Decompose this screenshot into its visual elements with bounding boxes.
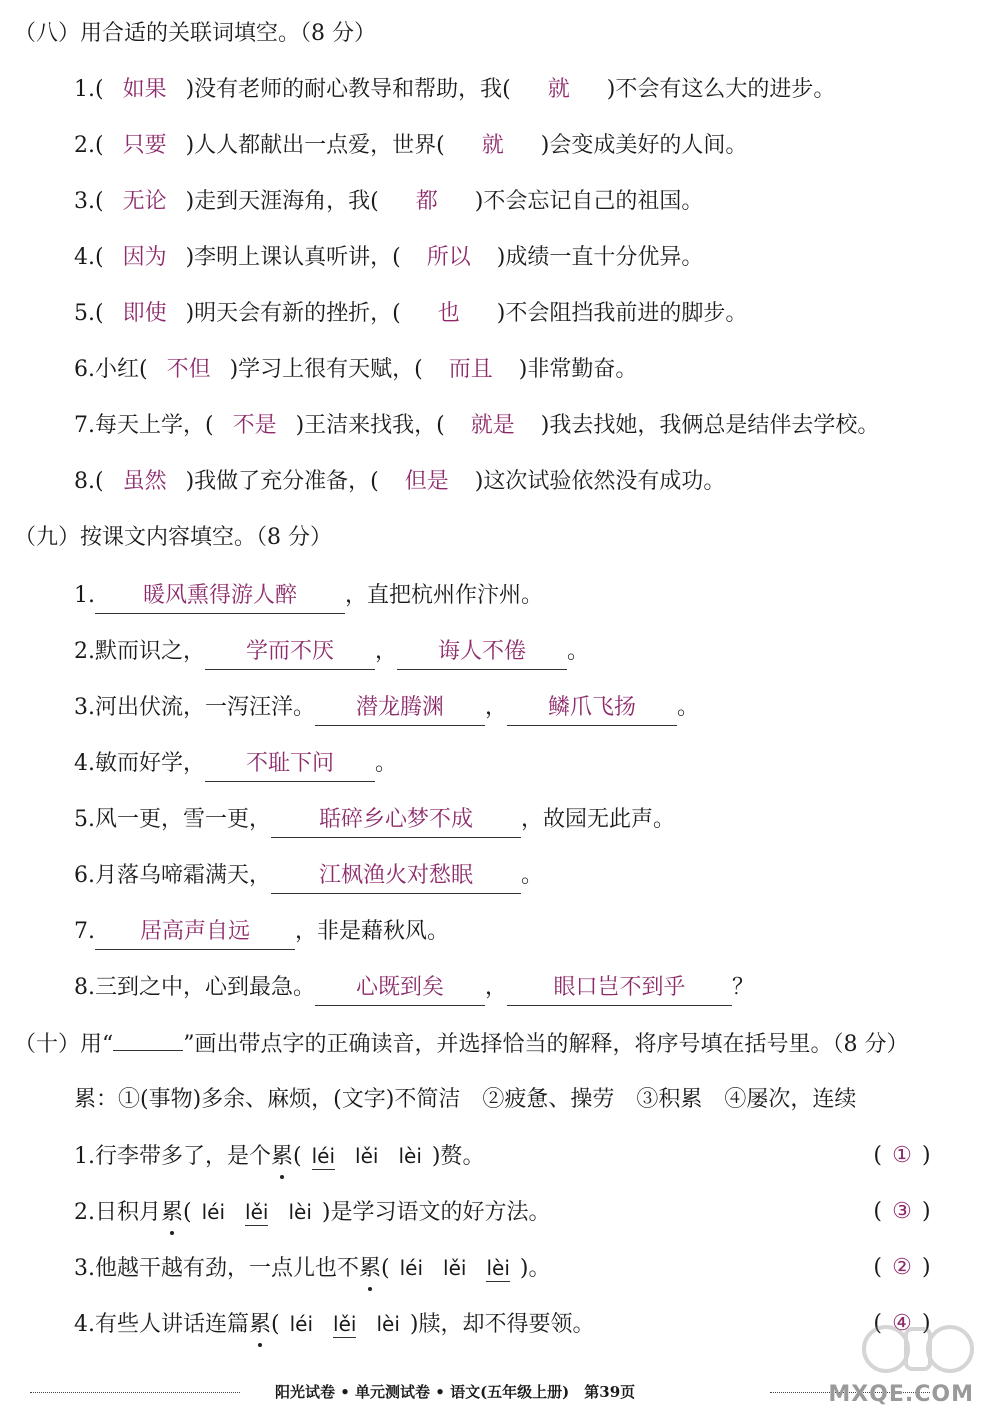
item-text: 是学习语文的好方法。 [330,1200,551,1225]
bracket-open: ( [873,1311,882,1336]
item-text: 5.( [74,301,104,326]
section-8-item [74,462,725,502]
pinyin-option: léi [399,1256,424,1280]
answer-blank: 心既到矣 [315,973,485,1006]
item-text: 2.( [74,133,104,158]
answer-word: 就是 [470,413,515,438]
answer-number: ② [892,1255,912,1280]
item-text: ( [271,1312,280,1337]
pinyin-option: lěi [245,1200,269,1224]
answer-word: 即使 [122,301,167,326]
footer-rule-left [30,1392,240,1393]
item-text: ，直把杭州作汴州。 [345,583,544,608]
item-text: ( [381,1256,390,1281]
item-text: 6.月落乌啼霜满天， [74,863,271,888]
section-10-title-start: （十）用“ [14,1032,114,1057]
pinyin-option: lèi [288,1200,312,1224]
pinyin-option: lěi [443,1256,467,1280]
answer-word: 也 [437,301,460,326]
item-text: 。 [567,639,590,664]
pinyin-option: lèi [376,1312,400,1336]
item-text: )李明上课认真听讲，( [185,245,401,270]
item-text: )这次试验依然没有成功。 [474,469,726,494]
item-text: )会变成美好的人间。 [540,133,748,158]
section-9-item [74,688,699,728]
item-text: )我去找她，我俩总是结伴去学校。 [540,413,880,438]
item-text: )明天会有新的挫折，( [185,301,401,326]
section-9-heading: （九）按课文内容填空。（8 分） [14,525,332,550]
section-9-item [74,912,449,952]
item-text: 。 [528,1256,551,1281]
item-text: )不会阻挡我前进的脚步。 [496,301,748,326]
answer-word: 所以 [426,245,471,270]
item-text: )人人都献出一点爱，世界( [185,133,445,158]
answer-word: 但是 [404,469,449,494]
answer-word: 只要 [122,133,167,158]
bracket-close: ) [922,1255,931,1280]
bracket-open: ( [873,1143,882,1168]
pinyin-option: léi [201,1200,226,1224]
pinyin-option: lěi [355,1144,379,1168]
pinyin-option: lèi [486,1256,510,1280]
answer-blank: 暖风熏得游人醉 [95,581,345,614]
answer-blank: 不耻下问 [205,749,375,782]
item-text: )没有老师的耐心教导和帮助，我( [185,77,511,102]
item-text: ) [409,1312,419,1337]
item-text: 。 [521,863,544,888]
section-10-heading [14,1024,909,1064]
item-text: 牍，却不得要领。 [418,1312,595,1337]
section-8-item [74,350,637,390]
pinyin-option: lèi [398,1144,422,1168]
section-8-item [74,182,703,222]
item-text: ( [183,1200,192,1225]
section-10-title-end: ”画出带点字的正确读音，并选择恰当的解释，将序号填在括号里。（8 分） [183,1032,909,1057]
item-text: ？ [732,975,755,1000]
item-text: ， [485,695,508,720]
pinyin-option: léi [311,1144,336,1168]
section-10-item [74,1136,974,1176]
dotted-character: 累 [249,1305,271,1345]
item-text: 8.( [74,469,104,494]
item-text: 。 [677,695,700,720]
item-text: ， [485,975,508,1000]
item-text: 4.有些人讲话连篇 [74,1312,249,1337]
pinyin-option: lěi [333,1312,357,1336]
item-text: 7. [74,919,95,944]
bracket-open: ( [873,1199,882,1224]
answer-blank: 居高声自远 [95,917,295,950]
section-9-item [74,968,754,1008]
answer-word: 不是 [232,413,277,438]
answer-number: ① [892,1143,912,1168]
item-text: 1.( [74,77,104,102]
item-text: 1.行李带多了，是个 [74,1144,271,1169]
item-text: )走到天涯海角，我( [185,189,379,214]
item-text: 7.每天上学，( [74,413,214,438]
section-10-item [74,1192,974,1232]
section-9-item [74,800,675,840]
section-9-item [74,632,589,672]
answer-blank: 江枫渔火对愁眠 [271,861,521,894]
dotted-character: 累 [161,1193,183,1233]
answer-word: 就 [547,77,570,102]
section-9-item [74,576,543,616]
bracket-close: ) [922,1143,931,1168]
answer-number: ④ [892,1311,912,1336]
item-text: 1. [74,583,95,608]
answer-word: 都 [415,189,438,214]
item-text: ) [321,1200,331,1225]
item-text: 2.日积月 [74,1200,161,1225]
definition-line: 累：①(事物)多余、麻烦，(文字)不简洁 ②疲惫、操劳 ③积累 ④屡次，连续 [74,1087,857,1112]
pinyin-option: léi [289,1312,314,1336]
bracket-close: ) [922,1311,931,1336]
answer-bracket [854,1136,950,1176]
answer-word: 不但 [166,357,211,382]
item-text: 3.河出伏流，一泻汪洋。 [74,695,315,720]
item-text: ( [293,1144,302,1169]
underline-sample [113,1024,183,1051]
item-text: )非常勤奋。 [518,357,638,382]
item-text: 3.( [74,189,104,214]
answer-blank: 学而不厌 [205,637,375,670]
item-text: 赘。 [440,1144,485,1169]
item-text: )成绩一直十分优异。 [496,245,704,270]
item-text: ) [431,1144,441,1169]
item-text: 4.( [74,245,104,270]
section-8-item [74,238,703,278]
section-8-item [74,294,747,334]
item-text: )不会忘记自己的祖国。 [474,189,704,214]
item-text: ，非是藉秋风。 [295,919,450,944]
item-text: )学习上很有天赋，( [229,357,423,382]
item-text: ， [375,639,398,664]
section-8-heading: （八）用合适的关联词填空。（8 分） [14,21,376,46]
answer-blank: 聒碎乡心梦不成 [271,805,521,838]
section-9-item [74,744,397,784]
item-text: 2.默而识之， [74,639,205,664]
answer-word: 无论 [122,189,167,214]
section-10-item [74,1304,974,1344]
footer-text: 阳光试卷 • 单元测试卷 • 语文(五年级上册) 第39页 [275,1383,636,1401]
bracket-close: ) [922,1199,931,1224]
section-9-item [74,856,543,896]
answer-bracket [854,1248,950,1288]
answer-bracket [854,1192,950,1232]
section-10-item [74,1248,974,1288]
item-text: 3.他越干越有劲，一点儿也不 [74,1256,359,1281]
answer-word: 虽然 [122,469,167,494]
answer-word: 如果 [122,77,167,102]
bracket-open: ( [873,1255,882,1280]
item-text: )王洁来找我，( [295,413,445,438]
answer-blank: 眼口岂不到乎 [507,973,732,1006]
watermark-text: MXQE.COM [828,1382,974,1407]
item-text: )不会有这么大的进步。 [606,77,836,102]
answer-word: 因为 [122,245,167,270]
dotted-character: 累 [271,1137,293,1177]
section-8-item [74,406,879,446]
answer-word: 而且 [448,357,493,382]
item-text: ，故园无此声。 [521,807,676,832]
item-text: ) [519,1256,529,1281]
section-8-item [74,70,835,110]
item-text: 4.敏而好学， [74,751,205,776]
item-text: 。 [375,751,398,776]
answer-number: ③ [892,1199,912,1224]
answer-blank: 鳞爪飞扬 [507,693,677,726]
item-text: )我做了充分准备，( [185,469,379,494]
section-8-item [74,126,747,166]
item-text: 8.三到之中，心到最急。 [74,975,315,1000]
item-text: 6.小红( [74,357,148,382]
item-text: 5.风一更，雪一更， [74,807,271,832]
dotted-character: 累 [359,1249,381,1289]
answer-word: 就 [481,133,504,158]
answer-blank: 诲人不倦 [397,637,567,670]
answer-blank: 潜龙腾渊 [315,693,485,726]
